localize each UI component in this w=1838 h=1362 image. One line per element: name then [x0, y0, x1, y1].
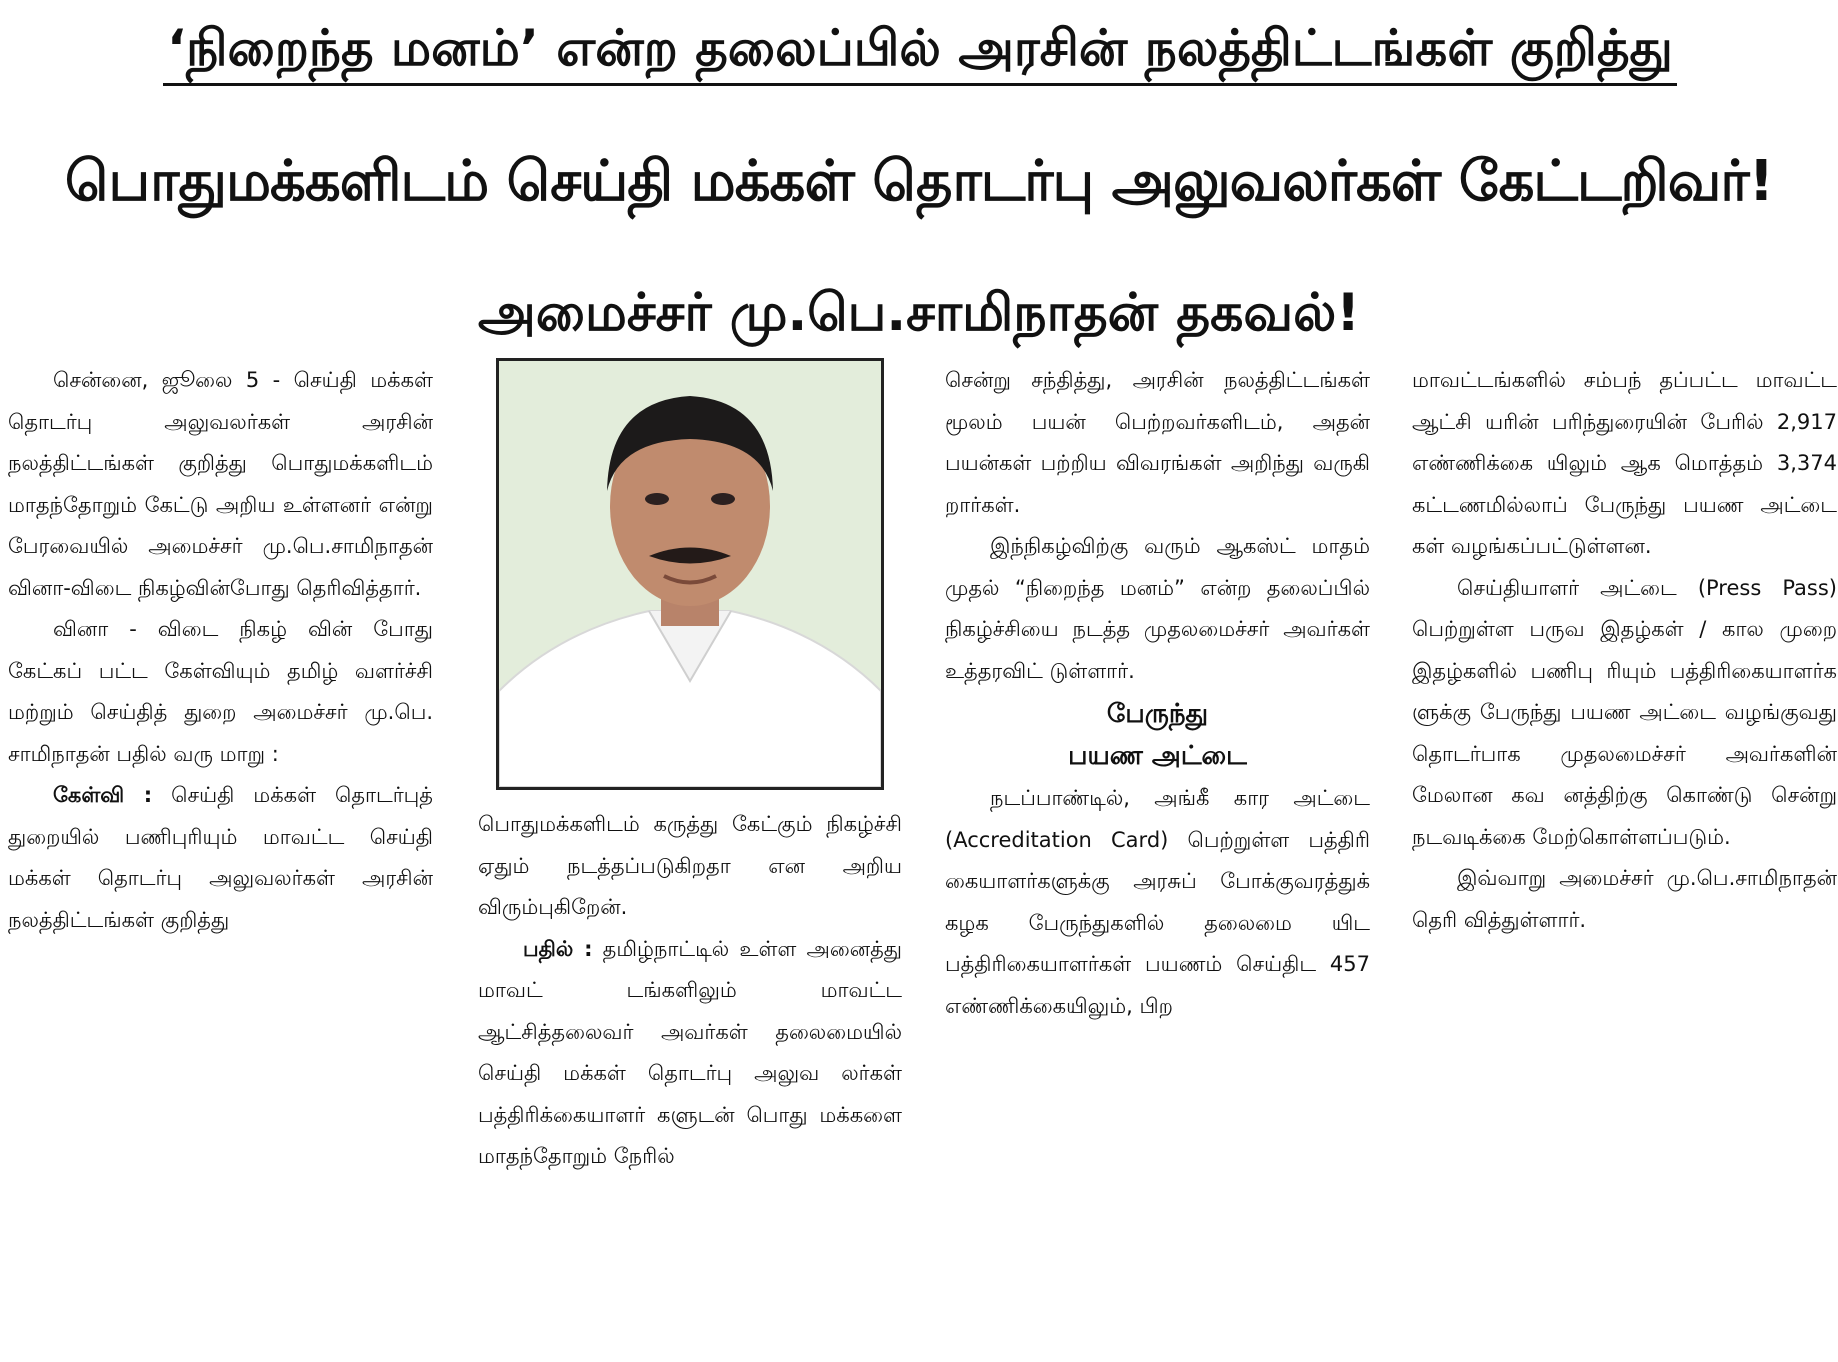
column-1: [8, 360, 433, 941]
col3-paragraph-3: நடப்பாண்டில், அங்கீ கார அட்டை (Accreditation Card) பெற்றுள்ள பத்திரி கையாளர்களுக்கு அரசுப் போக்குவரத்துக் கழக பேருந்துகளில் தலைமை யிட பத்திரிகையாளர்கள் பயணம் செய்திட 457 எண்ணிக்கையிலும், பிற: [945, 786, 1370, 1018]
col3-paragraph-1: சென்று சந்தித்து, அரசின் நலத்திட்டங்கள் மூலம் பயன் பெற்றவர்களிடம், அதன் பயன்கள் பற்றிய விவரங்கள் அறிந்து வருகி றார்கள்.: [945, 368, 1370, 517]
column-2: [478, 804, 902, 1178]
minister-photo: [496, 358, 884, 790]
answer-text: தமிழ்நாட்டில் உள்ள அனைத்து மாவட் டங்களிலும் மாவட்ட ஆட்சித்தலைவர் அவர்கள் தலைமையில் செய்தி மக்கள் தொடர்பு அலுவ லர்கள் பத்திரிக்கையாளர் களுடன் பொது மக்களை மாதந்தோறும் நேரில்: [478, 936, 902, 1168]
col3-paragraph-2: இந்நிகழ்விற்கு வரும் ஆகஸ்ட் மாதம் முதல் “நிறைந்த மனம்” என்ற தலைப்பில் நிகழ்ச்சியை நடத்த முதலமைச்சர் அவர்கள் உத்தரவிட் டுள்ளார்.: [945, 534, 1370, 683]
section-heading-line-1: பேருந்து: [1106, 699, 1209, 729]
column-3: [945, 360, 1370, 1027]
section-heading-line-2: பயண அட்டை: [1068, 741, 1247, 771]
article-subhead: அமைச்சர் மு.பெ.சாமிநாதன் தகவல்!: [478, 283, 1360, 343]
article-headline: பொதுமக்களிடம் செய்தி மக்கள் தொடர்பு அலுவலர்கள் கேட்டறிவர்!: [64, 149, 1774, 214]
col4-paragraph-2: செய்தியாளர் அட்டை (Press Pass) பெற்றுள்ள பருவ இதழ்கள் / கால முறை இதழ்களில் பணிபு ரியும் பத்திரிகையாளர்க ளுக்கு பேருந்து பயண அட்டை வழங்குவது தொடர்பாக முதலமைச்சர் அவர்களின் மேலான கவ னத்திற்கு கொண்டு சென்று நடவடிக்கை மேற்கொள்ளப்படும்.: [1412, 575, 1837, 849]
col1-paragraph-1: சென்னை, ஜூலை 5 - செய்தி மக்கள் தொடர்பு அலுவலர்கள் அரசின் நலத்திட்டங்கள் குறித்து பொதுமக்களிடம் மாதந்தோறும் கேட்டு அறிய உள்ளனர் என்று பேரவையில் அமைச்சர் மு.பெ.சாமிநாதன் வினா-விடை நிகழ்வின்போது தெரிவித்தார்.: [8, 368, 433, 600]
kicker-text: ‘நிறைந்த மனம்’ என்ற தலைப்பில் அரசின் நலத்திட்டங்கள் குறித்து: [163, 19, 1677, 86]
answer-paragraph: [478, 929, 902, 1178]
article-kicker: [70, 8, 1770, 88]
portrait-photo-icon: [499, 361, 881, 787]
col1-paragraph-2: வினா - விடை நிகழ் வின் போது கேட்கப் பட்ட கேள்வியும் தமிழ் வளர்ச்சி மற்றும் செய்தித் துறை அமைச்சர் மு.பெ. சாமிநாதன் பதில் வரு மாறு :: [8, 617, 433, 766]
col2-paragraph-1: பொதுமக்களிடம் கருத்து கேட்கும் நிகழ்ச்சி ஏதும் நடத்தப்படுகிறதா என அறிய விரும்புகிறேன்.: [478, 812, 902, 919]
question-text: செய்தி மக்கள் தொடர்புத் துறையில் பணிபுரியும் மாவட்ட செய்தி மக்கள் தொடர்பு அலுவலர்கள் அரசின் நலத்திட்டங்கள் குறித்து: [8, 783, 433, 932]
question-paragraph: [8, 775, 433, 941]
col4-paragraph-1: மாவட்டங்களில் சம்பந் தப்பட்ட மாவட்ட ஆட்சி யரின் பரிந்துரையின் பேரில் 2,917 எண்ணிக்கை யிலும் ஆக மொத்தம் 3,374 கட்டணமில்லாப் பேருந்து பயண அட்டை கள் வழங்கப்பட்டுள்ளன.: [1412, 368, 1837, 558]
answer-label: பதில் :: [523, 936, 593, 961]
col4-paragraph-3: இவ்வாறு அமைச்சர் மு.பெ.சாமிநாதன் தெரி வித்துள்ளார்.: [1412, 866, 1837, 932]
question-label: கேள்வி :: [53, 783, 153, 807]
column-4: [1412, 360, 1837, 941]
